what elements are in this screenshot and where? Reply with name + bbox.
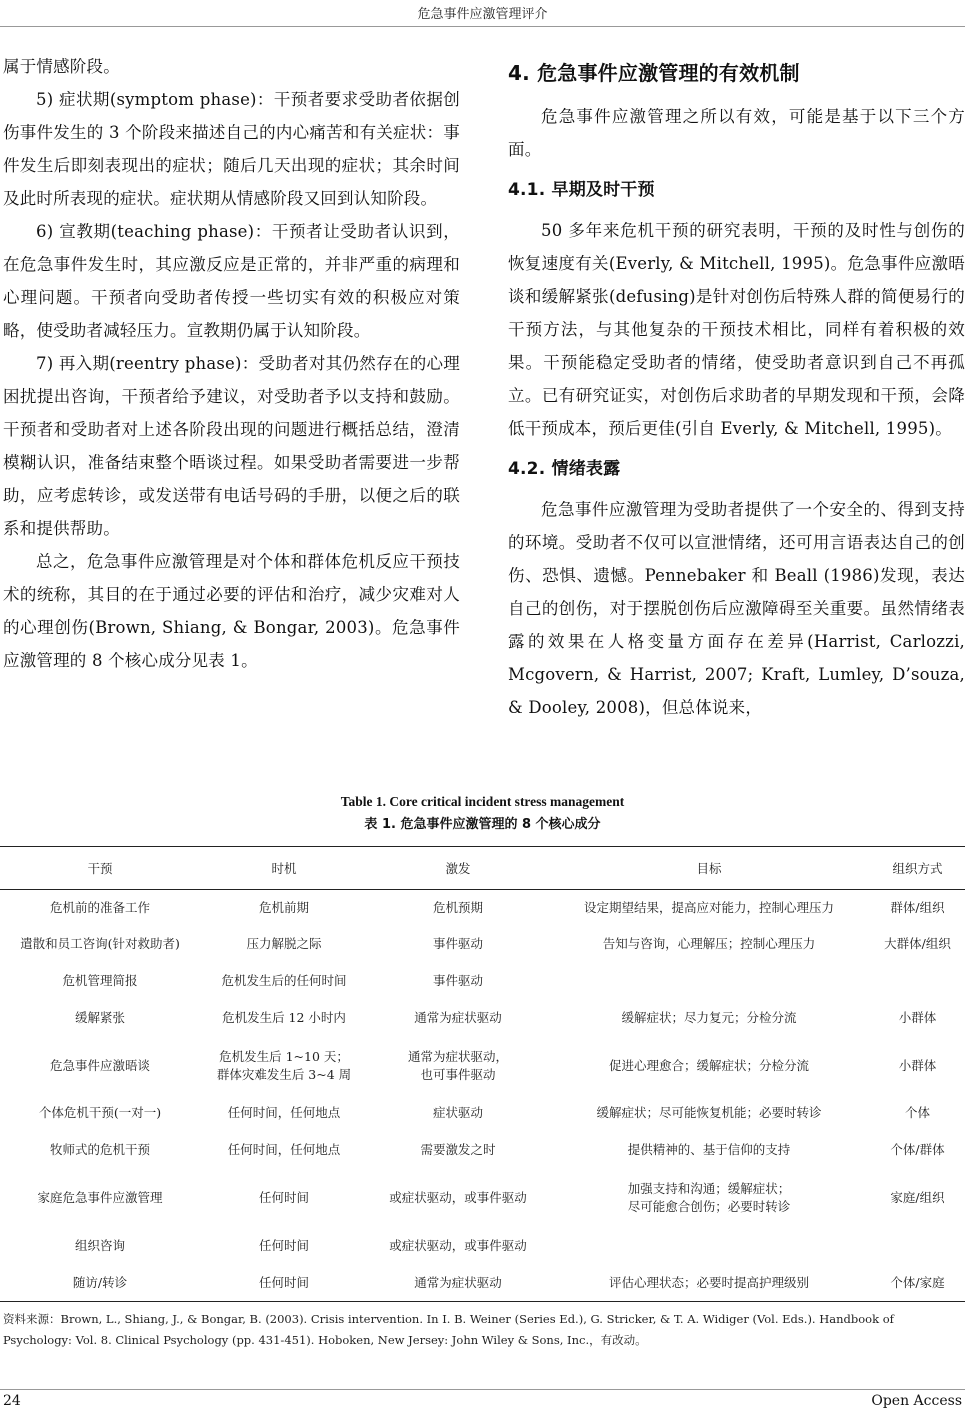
table-cell: 危机预期 [432, 899, 483, 915]
table-cell: 危机前期 [258, 899, 309, 915]
table-cell: 个体危机干预(一对一) [38, 1105, 162, 1120]
table-cell: 危急事件应激晤谈 [49, 1057, 150, 1073]
table-cell: 任何时间，任何地点 [227, 1142, 341, 1157]
table-cell: 小群体 [898, 1057, 937, 1073]
subsection-text: 危急事件应激管理为受助者提供了一个安全的、得到支持的环境。受助者不仅可以宣泄情绪，还可用言语表达自己的创伤、恐惧、遗憾。Pennebaker 和 Beall (1986)发现，表达自己的创伤，对于摆脱创伤后应激障碍至关重要。虽然情绪表露的效果在人格变量方面存在差异(Harrist, Carlozzi, Mcgovern, & Harrist, 2007; Kraft, Lumley, D’souza, & Dooley, 2008)，但总体说来， [508, 500, 965, 717]
table-cell: 或症状驱动，或事件驱动 [389, 1190, 527, 1205]
table-row [0, 1132, 965, 1169]
table-cell: 症状驱动 [432, 1105, 483, 1120]
right-column [508, 50, 965, 724]
left-paragraph: 7) 再入期(reentry phase)：受助者对其仍然存在的心理困扰提出咨询，干预者给予建议，对受助者予以支持和鼓励。干预者和受助者对上述各阶段出现的问题进行概括总结，澄清模糊认识，准备结束整个晤谈过程。如果受助者需要进一步帮助，应考虑转诊，或发送带有电话号码的手册，以便之后的联系和提供帮助。 [3, 354, 460, 538]
section-intro: 危急事件应激管理之所以有效，可能是基于以下三个方面。 [508, 107, 965, 159]
table-cell: 危机管理简报 [62, 973, 138, 988]
subsection-heading: 4.1. 早期及时干预 [508, 180, 655, 200]
table-cell [870, 963, 965, 1000]
table-row [0, 1228, 965, 1265]
table-cell: 设定期望结果，提高应对能力，控制心理压力 [583, 899, 834, 915]
table-cell: 通常为症状驱动， 也可事件驱动 [407, 1048, 508, 1082]
page-number: 24 [3, 1393, 21, 1409]
table-header-cell: 干预 [87, 861, 113, 876]
subsection-text: 50 多年来危机干预的研究表明，干预的及时性与创伤的恢复速度有关(Everly, & Mitchell, 1995)。危急事件应激晤谈和缓解紧张(defusing)是针对创伤后特殊人群的简便易行的干预方法，与其他复杂的干预技术相比，同样有着积极的效果。干预能稳定受助者的情绪，使受助者意识到自己不再孤立。已有研究证实，对创伤后求助者的早期发现和干预，会降低干预成本，预后更佳(引自 Everly, & Mitchell, 1995)。 [508, 221, 965, 438]
table-cell [548, 963, 870, 1000]
table-cell: 或症状驱动，或事件驱动 [389, 1238, 527, 1253]
table-cell: 事件驱动 [432, 973, 483, 988]
core-components-table [0, 846, 965, 1302]
section-heading: 4. 危急事件应激管理的有效机制 [508, 61, 800, 85]
table-caption-chinese: 表 1. 危急事件应激管理的 8 个核心成分 [364, 817, 601, 832]
left-paragraph: 属于情感阶段。 [3, 57, 120, 76]
table-cell [870, 1228, 965, 1265]
table-cell: 大群体/组织 [884, 936, 951, 951]
table-cell: 个体/群体 [890, 1142, 945, 1157]
table-cell: 危机发生后 1~10 天； 群体灾难发生后 3~4 周 [216, 1048, 352, 1082]
running-header: 危急事件应激管理评介 [417, 7, 548, 22]
table-header-cell: 组织方式 [892, 861, 943, 876]
table-cell: 任何时间 [258, 1274, 309, 1290]
table-cell: 牧师式的危机干预 [49, 1142, 150, 1157]
table-row [0, 890, 965, 926]
left-column [3, 50, 460, 677]
table-cell: 家庭危急事件应激管理 [37, 1190, 163, 1205]
table-cell: 任何时间 [258, 1190, 309, 1205]
table-cell: 个体 [904, 1105, 930, 1120]
table-header-cell: 激发 [445, 861, 471, 876]
table-cell: 促进心理愈合；缓解症状；分检分流 [608, 1057, 809, 1073]
table-source-note: 资料来源：Brown, L., Shiang, J., & Bongar, B. (2003). Crisis intervention. In I. B. Weiner (Series Ed.), G. Stricker, & T. A. Widiger (Vol. Eds.). Handbook of Psychology: Vol. 8. Clinical Psychology (pp. 431-451). Hoboken, New Jersey: John Wiley & Sons, Inc.，有改动。 [3, 1312, 894, 1347]
table-cell: 告知与咨询，心理解压；控制心理压力 [602, 936, 816, 951]
table-cell: 提供精神的、基于信仰的支持 [627, 1142, 791, 1157]
footer-divider [0, 1389, 965, 1390]
footer-journal-label: Open Access [871, 1393, 962, 1409]
table-cell: 任何时间，任何地点 [227, 1105, 341, 1120]
table-cell: 随访/转诊 [72, 1274, 128, 1290]
table-cell [548, 1228, 870, 1265]
table-cell: 组织咨询 [74, 1238, 125, 1253]
table-header-row [0, 847, 965, 890]
subsection-heading: 4.2. 情绪表露 [508, 459, 621, 479]
table-cell: 危机发生后的任何时间 [221, 973, 347, 988]
table-cell: 需要激发之时 [420, 1142, 496, 1157]
table-cell: 加强支持和沟通；缓解症状； 尽可能愈合创伤；必要时转诊 [627, 1181, 791, 1214]
table-cell: 家庭/组织 [890, 1190, 945, 1205]
table-row [0, 1169, 965, 1228]
table-cell: 缓解症状；尽力复元；分检分流 [621, 1010, 797, 1025]
table-cell: 个体/家庭 [890, 1274, 945, 1290]
table-cell: 小群体 [898, 1010, 937, 1025]
table-container [0, 846, 965, 1302]
table-row [0, 1095, 965, 1132]
table-cell: 缓解症状；尽可能恢复机能；必要时转诊 [596, 1105, 822, 1120]
table-cell: 遣散和员工咨询(针对救助者) [20, 936, 180, 951]
table-header-cell: 目标 [696, 861, 722, 876]
left-paragraph: 总之，危急事件应激管理是对个体和群体危机反应干预技术的统称，其目的在于通过必要的评估和治疗，减少灾难对人的心理创伤(Brown, Shiang, & Bongar, 2003)。危急事件应激管理的 8 个核心成分见表 1。 [3, 552, 460, 670]
table-cell: 危机发生后 12 小时内 [222, 1010, 346, 1025]
table-cell: 缓解紧张 [74, 1010, 125, 1025]
table-cell: 危机前的准备工作 [49, 899, 150, 915]
table-cell: 任何时间 [258, 1238, 309, 1253]
header-divider [0, 26, 965, 27]
table-row [0, 926, 965, 963]
table-row [0, 963, 965, 1000]
table-cell: 通常为症状驱动 [414, 1010, 502, 1025]
table-cell: 压力解脱之际 [246, 936, 322, 951]
table-cell: 事件驱动 [432, 936, 483, 951]
left-paragraph: 5) 症状期(symptom phase)：干预者要求受助者依据创伤事件发生的 3 个阶段来描述自己的内心痛苦和有关症状：事件发生后即刻表现出的症状；随后几天出现的症状；其余时间及此时所表现的症状。症状期从情感阶段又回到认知阶段。 [3, 90, 460, 208]
table-header-cell: 时机 [271, 861, 297, 876]
table-cell: 评估心理状态；必要时提高护理级别 [608, 1274, 809, 1290]
table-row [0, 1000, 965, 1037]
table-cell: 群体/组织 [890, 899, 945, 915]
left-paragraph: 6) 宣教期(teaching phase)：干预者让受助者认识到，在危急事件发生时，其应激反应是正常的，并非严重的病理和心理问题。干预者向受助者传授一些切实有效的积极应对策略，使受助者减轻压力。宣教期仍属于认知阶段。 [3, 222, 460, 340]
table-cell: 通常为症状驱动 [414, 1274, 502, 1290]
table-row [0, 1265, 965, 1302]
table-row [0, 1037, 965, 1095]
table-caption-english: Table 1. Core critical incident stress management [340, 794, 625, 809]
